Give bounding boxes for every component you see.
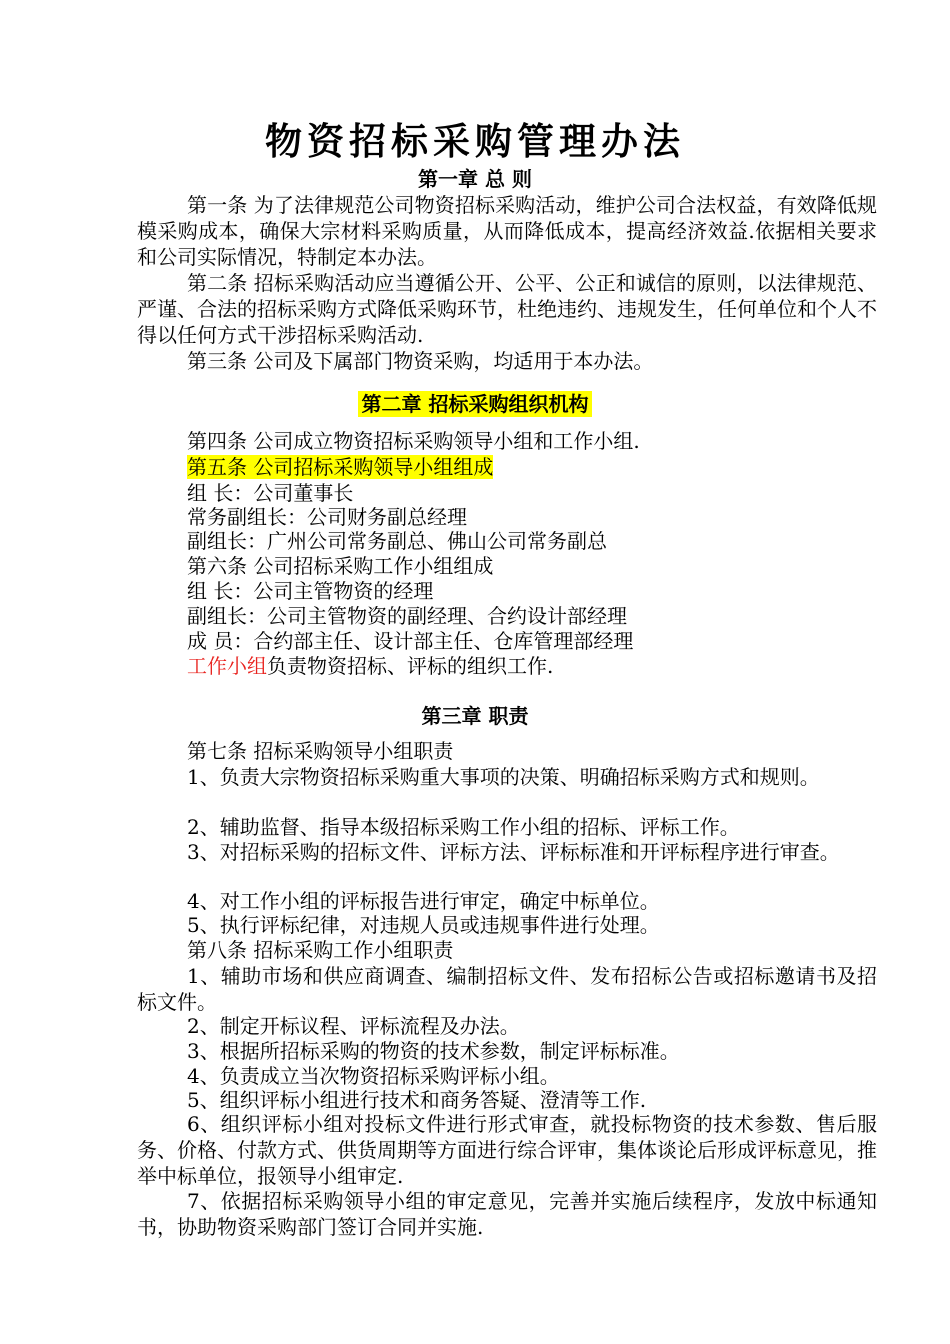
deputy-line: 副组长：广州公司常务副总、佛山公司常务副总: [187, 529, 607, 553]
article-7-item-3: 3、对招标采购的招标文件、评标方法、评标标准和开评标程序进行审查。: [187, 840, 840, 864]
article-8-item-1: 1、辅助市场和供应商调查、编制招标文件、发布招标公告或招标邀请书及招标文件。: [137, 964, 877, 1014]
article-7-item-4: 4、对工作小组的评标报告进行审定，确定中标单位。: [187, 889, 660, 913]
leader-line: 组 长：公司董事长: [187, 481, 354, 505]
article-8-item-5: 5、组织评标小组进行技术和商务答疑、澄清等工作.: [187, 1088, 647, 1112]
wg-duty-red-text: 工作小组: [187, 654, 267, 678]
article-4: 第四条 公司成立物资招标采购领导小组和工作小组.: [187, 429, 640, 453]
article-8-item-6: 6、组织评标小组对投标文件进行形式审查，就投标物资的技术参数、售后服务、价格、付款方式、供货周期等方面进行综合评审，集体谈论后形成评标意见，推举中标单位，报领导小组审定.: [137, 1112, 877, 1188]
article-8-item-2: 2、制定开标议程、评标流程及办法。: [187, 1014, 520, 1038]
article-7: 第七条 招标采购领导小组职责: [187, 739, 454, 763]
article-1: 第一条 为了法律规范公司物资招标采购活动，维护公司合法权益，有效降低规模采购成本，确保大宗材料采购质量，从而降低成本，提高经济效益.依据相关要求和公司实际情况，特制定本办法。: [137, 193, 877, 269]
exec-deputy-line: 常务副组长：公司财务副总经理: [187, 505, 467, 529]
article-2: 第二条 招标采购活动应当遵循公开、公平、公正和诚信的原则，以法律规范、严谨、合法的招标采购方式降低采购环节，杜绝违约、违规发生，任何单位和个人不得以任何方式干涉招标采购活动.: [137, 271, 877, 347]
wg-members-line: 成 员：合约部主任、设计部主任、仓库管理部经理: [187, 629, 634, 653]
article-7-item-5: 5、执行评标纪律，对违规人员或违规事件进行处理。: [187, 913, 660, 937]
chapter-1-heading: 第一章 总 则: [418, 167, 532, 191]
chapter-2-heading: 第二章 招标采购组织机构: [0, 391, 950, 417]
article-7-item-2: 2、辅助监督、指导本级招标采购工作小组的招标、评标工作。: [187, 815, 740, 839]
wg-duty-rest-text: 负责物资招标、评标的组织工作.: [267, 654, 554, 678]
wg-duty-line: [187, 653, 553, 679]
document-title: 物资招标采购管理办法: [265, 119, 685, 163]
article-8-item-3: 3、根据所招标采购的物资的技术参数，制定评标标准。: [187, 1039, 680, 1063]
article-6: 第六条 公司招标采购工作小组组成: [187, 554, 494, 578]
article-8-item-4: 4、负责成立当次物资招标采购评标小组。: [187, 1064, 560, 1088]
article-5-highlight: 第五条 公司招标采购领导小组组成: [187, 455, 494, 479]
article-8: 第八条 招标采购工作小组职责: [187, 938, 454, 962]
article-8-item-7: 7、依据招标采购领导小组的审定意见，完善并实施后续程序，发放中标通知书，协助物资采购部门签订合同并实施.: [137, 1189, 877, 1239]
article-5: [187, 454, 493, 480]
article-7-item-1: 1、负责大宗物资招标采购重大事项的决策、明确招标采购方式和规则。: [187, 765, 820, 789]
wg-deputy-line: 副组长：公司主管物资的副经理、合约设计部经理: [187, 604, 627, 628]
article-3: 第三条 公司及下属部门物资采购，均适用于本办法。: [187, 349, 654, 373]
wg-leader-line: 组 长：公司主管物资的经理: [187, 579, 434, 603]
chapter-3-heading: 第三章 职责: [421, 704, 529, 728]
